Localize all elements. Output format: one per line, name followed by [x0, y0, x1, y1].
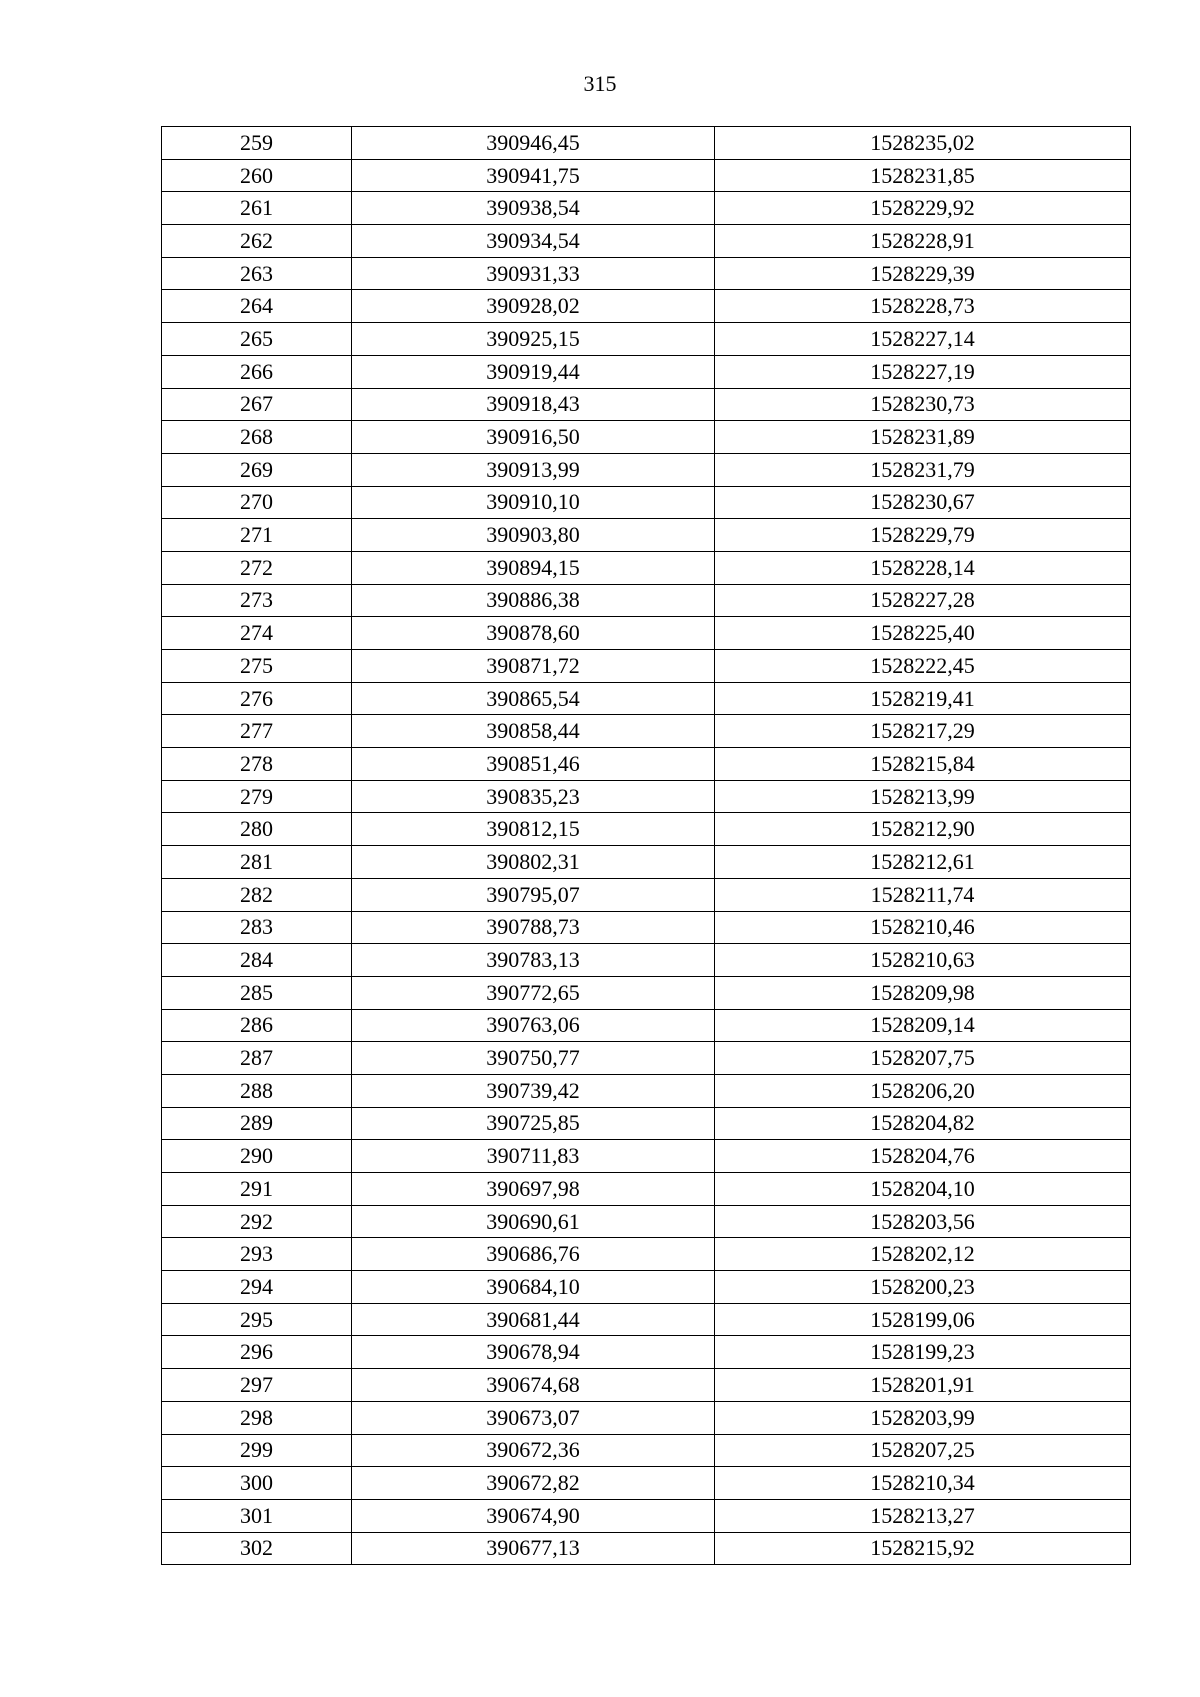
y-coordinate-cell: 1528235,02: [715, 127, 1131, 160]
point-number-cell: 298: [162, 1401, 352, 1434]
y-coordinate-cell: 1528228,91: [715, 225, 1131, 258]
point-number-cell: 260: [162, 159, 352, 192]
x-coordinate-cell: 390673,07: [352, 1401, 715, 1434]
table-row: [162, 1303, 1131, 1336]
y-coordinate-cell: 1528215,84: [715, 748, 1131, 781]
coordinates-table-body: [162, 127, 1131, 1565]
x-coordinate-cell: 390835,23: [352, 780, 715, 813]
point-number-cell: 270: [162, 486, 352, 519]
table-row: [162, 192, 1131, 225]
x-coordinate-cell: 390918,43: [352, 388, 715, 421]
point-number-cell: 262: [162, 225, 352, 258]
point-number-cell: 297: [162, 1369, 352, 1402]
table-row: [162, 225, 1131, 258]
x-coordinate-cell: 390684,10: [352, 1271, 715, 1304]
point-number-cell: 296: [162, 1336, 352, 1369]
table-row: [162, 1140, 1131, 1173]
point-number-cell: 275: [162, 650, 352, 683]
point-number-cell: 281: [162, 846, 352, 879]
y-coordinate-cell: 1528213,99: [715, 780, 1131, 813]
table-row: [162, 911, 1131, 944]
point-number-cell: 263: [162, 257, 352, 290]
table-row: [162, 682, 1131, 715]
x-coordinate-cell: 390678,94: [352, 1336, 715, 1369]
table-row: [162, 780, 1131, 813]
point-number-cell: 291: [162, 1173, 352, 1206]
x-coordinate-cell: 390672,82: [352, 1467, 715, 1500]
point-number-cell: 295: [162, 1303, 352, 1336]
y-coordinate-cell: 1528231,79: [715, 453, 1131, 486]
table-row: [162, 1369, 1131, 1402]
table-row: [162, 1173, 1131, 1206]
y-coordinate-cell: 1528201,91: [715, 1369, 1131, 1402]
y-coordinate-cell: 1528213,27: [715, 1499, 1131, 1532]
point-number-cell: 288: [162, 1074, 352, 1107]
table-row: [162, 290, 1131, 323]
y-coordinate-cell: 1528199,06: [715, 1303, 1131, 1336]
table-row: [162, 1074, 1131, 1107]
x-coordinate-cell: 390903,80: [352, 519, 715, 552]
point-number-cell: 272: [162, 551, 352, 584]
x-coordinate-cell: 390711,83: [352, 1140, 715, 1173]
y-coordinate-cell: 1528212,90: [715, 813, 1131, 846]
y-coordinate-cell: 1528206,20: [715, 1074, 1131, 1107]
x-coordinate-cell: 390795,07: [352, 878, 715, 911]
x-coordinate-cell: 390690,61: [352, 1205, 715, 1238]
point-number-cell: 283: [162, 911, 352, 944]
point-number-cell: 301: [162, 1499, 352, 1532]
x-coordinate-cell: 390763,06: [352, 1009, 715, 1042]
point-number-cell: 286: [162, 1009, 352, 1042]
table-row: [162, 1499, 1131, 1532]
x-coordinate-cell: 390871,72: [352, 650, 715, 683]
point-number-cell: 279: [162, 780, 352, 813]
table-row: [162, 715, 1131, 748]
point-number-cell: 292: [162, 1205, 352, 1238]
table-row: [162, 813, 1131, 846]
x-coordinate-cell: 390934,54: [352, 225, 715, 258]
point-number-cell: 264: [162, 290, 352, 323]
table-row: [162, 323, 1131, 356]
point-number-cell: 274: [162, 617, 352, 650]
point-number-cell: 282: [162, 878, 352, 911]
y-coordinate-cell: 1528200,23: [715, 1271, 1131, 1304]
y-coordinate-cell: 1528229,39: [715, 257, 1131, 290]
point-number-cell: 271: [162, 519, 352, 552]
point-number-cell: 290: [162, 1140, 352, 1173]
point-number-cell: 284: [162, 944, 352, 977]
table-row: [162, 976, 1131, 1009]
table-row: [162, 944, 1131, 977]
x-coordinate-cell: 390812,15: [352, 813, 715, 846]
table-row: [162, 127, 1131, 160]
y-coordinate-cell: 1528215,92: [715, 1532, 1131, 1565]
table-row: [162, 519, 1131, 552]
y-coordinate-cell: 1528222,45: [715, 650, 1131, 683]
page-number: 315: [583, 71, 617, 96]
y-coordinate-cell: 1528227,14: [715, 323, 1131, 356]
x-coordinate-cell: 390750,77: [352, 1042, 715, 1075]
x-coordinate-cell: 390739,42: [352, 1074, 715, 1107]
x-coordinate-cell: 390913,99: [352, 453, 715, 486]
y-coordinate-cell: 1528231,89: [715, 421, 1131, 454]
point-number-cell: 265: [162, 323, 352, 356]
y-coordinate-cell: 1528204,10: [715, 1173, 1131, 1206]
x-coordinate-cell: 390925,15: [352, 323, 715, 356]
table-row: [162, 748, 1131, 781]
table-row: [162, 1532, 1131, 1565]
table-row: [162, 1009, 1131, 1042]
x-coordinate-cell: 390858,44: [352, 715, 715, 748]
point-number-cell: 289: [162, 1107, 352, 1140]
table-row: [162, 1205, 1131, 1238]
y-coordinate-cell: 1528204,76: [715, 1140, 1131, 1173]
y-coordinate-cell: 1528209,98: [715, 976, 1131, 1009]
table-row: [162, 1042, 1131, 1075]
x-coordinate-cell: 390928,02: [352, 290, 715, 323]
y-coordinate-cell: 1528207,75: [715, 1042, 1131, 1075]
y-coordinate-cell: 1528202,12: [715, 1238, 1131, 1271]
table-row: [162, 617, 1131, 650]
x-coordinate-cell: 390674,90: [352, 1499, 715, 1532]
table-row: [162, 1238, 1131, 1271]
y-coordinate-cell: 1528229,92: [715, 192, 1131, 225]
x-coordinate-cell: 390919,44: [352, 355, 715, 388]
table-row: [162, 421, 1131, 454]
y-coordinate-cell: 1528210,34: [715, 1467, 1131, 1500]
table-row: [162, 878, 1131, 911]
point-number-cell: 267: [162, 388, 352, 421]
table-row: [162, 453, 1131, 486]
table-row: [162, 1271, 1131, 1304]
y-coordinate-cell: 1528210,63: [715, 944, 1131, 977]
y-coordinate-cell: 1528228,73: [715, 290, 1131, 323]
point-number-cell: 293: [162, 1238, 352, 1271]
x-coordinate-cell: 390938,54: [352, 192, 715, 225]
coordinates-table: [161, 126, 1131, 1565]
x-coordinate-cell: 390772,65: [352, 976, 715, 1009]
y-coordinate-cell: 1528203,56: [715, 1205, 1131, 1238]
point-number-cell: 299: [162, 1434, 352, 1467]
x-coordinate-cell: 390672,36: [352, 1434, 715, 1467]
table-row: [162, 551, 1131, 584]
x-coordinate-cell: 390725,85: [352, 1107, 715, 1140]
x-coordinate-cell: 390802,31: [352, 846, 715, 879]
table-row: [162, 486, 1131, 519]
table-row: [162, 355, 1131, 388]
y-coordinate-cell: 1528230,67: [715, 486, 1131, 519]
x-coordinate-cell: 390865,54: [352, 682, 715, 715]
table-row: [162, 1434, 1131, 1467]
y-coordinate-cell: 1528212,61: [715, 846, 1131, 879]
y-coordinate-cell: 1528210,46: [715, 911, 1131, 944]
y-coordinate-cell: 1528211,74: [715, 878, 1131, 911]
point-number-cell: 278: [162, 748, 352, 781]
point-number-cell: 280: [162, 813, 352, 846]
point-number-cell: 302: [162, 1532, 352, 1565]
y-coordinate-cell: 1528227,28: [715, 584, 1131, 617]
y-coordinate-cell: 1528204,82: [715, 1107, 1131, 1140]
table-row: [162, 257, 1131, 290]
x-coordinate-cell: 390677,13: [352, 1532, 715, 1565]
point-number-cell: 259: [162, 127, 352, 160]
table-row: [162, 1336, 1131, 1369]
y-coordinate-cell: 1528229,79: [715, 519, 1131, 552]
y-coordinate-cell: 1528231,85: [715, 159, 1131, 192]
point-number-cell: 287: [162, 1042, 352, 1075]
x-coordinate-cell: 390931,33: [352, 257, 715, 290]
y-coordinate-cell: 1528209,14: [715, 1009, 1131, 1042]
x-coordinate-cell: 390946,45: [352, 127, 715, 160]
x-coordinate-cell: 390686,76: [352, 1238, 715, 1271]
table-row: [162, 1401, 1131, 1434]
table-row: [162, 584, 1131, 617]
point-number-cell: 276: [162, 682, 352, 715]
y-coordinate-cell: 1528203,99: [715, 1401, 1131, 1434]
point-number-cell: 273: [162, 584, 352, 617]
y-coordinate-cell: 1528207,25: [715, 1434, 1131, 1467]
table-row: [162, 846, 1131, 879]
x-coordinate-cell: 390910,10: [352, 486, 715, 519]
table-row: [162, 1467, 1131, 1500]
point-number-cell: 266: [162, 355, 352, 388]
x-coordinate-cell: 390916,50: [352, 421, 715, 454]
x-coordinate-cell: 390886,38: [352, 584, 715, 617]
y-coordinate-cell: 1528219,41: [715, 682, 1131, 715]
point-number-cell: 261: [162, 192, 352, 225]
table-row: [162, 650, 1131, 683]
x-coordinate-cell: 390851,46: [352, 748, 715, 781]
x-coordinate-cell: 390878,60: [352, 617, 715, 650]
point-number-cell: 277: [162, 715, 352, 748]
x-coordinate-cell: 390788,73: [352, 911, 715, 944]
y-coordinate-cell: 1528227,19: [715, 355, 1131, 388]
point-number-cell: 269: [162, 453, 352, 486]
x-coordinate-cell: 390941,75: [352, 159, 715, 192]
y-coordinate-cell: 1528228,14: [715, 551, 1131, 584]
x-coordinate-cell: 390681,44: [352, 1303, 715, 1336]
y-coordinate-cell: 1528199,23: [715, 1336, 1131, 1369]
y-coordinate-cell: 1528217,29: [715, 715, 1131, 748]
x-coordinate-cell: 390674,68: [352, 1369, 715, 1402]
point-number-cell: 300: [162, 1467, 352, 1500]
x-coordinate-cell: 390783,13: [352, 944, 715, 977]
table-row: [162, 159, 1131, 192]
y-coordinate-cell: 1528230,73: [715, 388, 1131, 421]
y-coordinate-cell: 1528225,40: [715, 617, 1131, 650]
point-number-cell: 285: [162, 976, 352, 1009]
point-number-cell: 294: [162, 1271, 352, 1304]
table-row: [162, 1107, 1131, 1140]
point-number-cell: 268: [162, 421, 352, 454]
x-coordinate-cell: 390894,15: [352, 551, 715, 584]
x-coordinate-cell: 390697,98: [352, 1173, 715, 1206]
table-row: [162, 388, 1131, 421]
